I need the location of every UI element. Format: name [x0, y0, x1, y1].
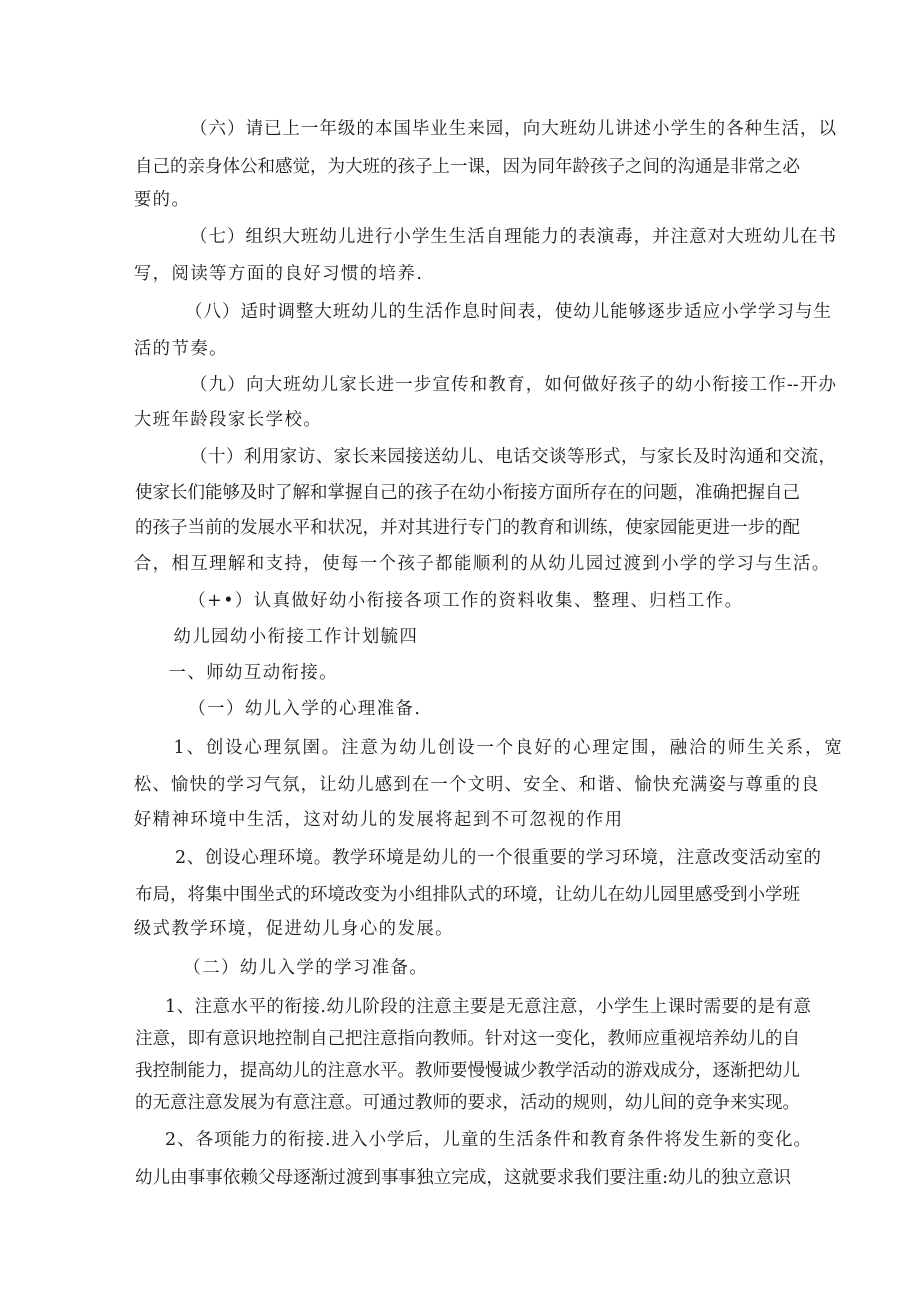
item-1-line-3: 好精神环境中生活，这对幼儿的发展将起到不可忽视的作用: [133, 810, 624, 830]
paragraph-10-line-4: 合，相互理解和支持，使每一个孩子都能顺利的从幼儿园过渡到小学的学习与生活。: [133, 554, 831, 574]
subsection-heading-1: （一）幼儿入学的心理准备.: [188, 699, 422, 719]
section-title: 幼儿园幼小衔接工作计划毓四: [173, 627, 419, 647]
paragraph-10-line-3: 的孩子当前的发展水平和状况，并对其进行专门的教育和训练，使家园能更进一步的配: [135, 518, 800, 538]
item-2-line-1: 2、创设心理环境。教学环境是幼儿的一个很重要的学习环境，注意改变活动室的: [175, 848, 821, 868]
subsection-heading-2: （二）幼儿入学的学习准备。: [183, 958, 429, 978]
paragraph-6-line-1: （六）请已上一年级的本国毕业生来园，向大班幼儿讲述小学生的各种生活，以: [190, 119, 836, 139]
paragraph-10-line-1: （十）利用家访、家长来园接送幼儿、电话交谈等形式，与家长及时沟通和交流，: [190, 447, 836, 467]
paragraph-7-line-1: （七）组织大班幼儿进行小学生生活自理能力的表演毒，并注意对大班幼儿在书: [190, 227, 836, 247]
item-3-line-2: 注意，即有意识地控制自己把注意指向教师。针对这一变化，教师应重视培养幼儿的自: [135, 1029, 800, 1049]
section-heading-1: 一、师幼互动衔接。: [168, 663, 339, 683]
item-3-line-4: 的无意注意发展为有意注意。可通过教师的要求，活动的规则，幼儿间的竞争来实现。: [135, 1093, 800, 1113]
item-4-line-1: 2、各项能力的衔接.进入小学后，儿童的生活条件和教育条件将发生新的变化。: [165, 1130, 811, 1150]
item-1-line-1: 1、创设心理氛圉。注意为幼儿创设一个良好的心理定围，融洽的师生关系，宽: [173, 738, 844, 758]
paragraph-6-line-2: 自己的亲身体公和感觉，为大班的孩子上一课，因为同年龄孩子之间的沟通是非常之必: [135, 157, 800, 177]
item-1-line-2: 松、愉快的学习气氛，让幼儿感到在一个文明、安全、和谐、愉快充满姿与尊重的良: [133, 775, 820, 795]
paragraph-6-line-3: 要的。: [133, 190, 191, 210]
item-3-line-3: 我控制能力，提高幼儿的注意水平。教师要慢慢诚少教学活动的游戏成分，逐渐把幼儿: [135, 1061, 800, 1081]
paragraph-8-line-2: 活的节奏。: [133, 339, 228, 359]
paragraph-11: （+•）认真做好幼小衔接各项工作的资料收集、整理、归档工作。: [188, 591, 744, 611]
paragraph-10-line-2: 使家长们能够及时了解和掌握自己的孩子在幼小衔接方面所存在的问题，准确把握自己: [135, 483, 800, 503]
item-2-line-2: 布局，将集中围坐式的环境改变为小组排队式的环境，让幼儿在幼儿园里感受到小学班: [135, 885, 800, 905]
item-4-line-2: 幼儿由事事依赖父母逐渐过渡到事事独立完成，这就要求我们要注重:幼儿的独立意识: [135, 1168, 791, 1188]
paragraph-9-line-1: （九）向大班幼儿家长进一步宣传和教育，如何做好孩子的幼小衔接工作--开办: [190, 375, 836, 395]
paragraph-9-line-2: 大班年龄段家长学校。: [133, 410, 323, 430]
paragraph-8-line-1: （八）适时调整大班幼儿的生活作息时间表，使幼儿能够逐步适应小学学习与生: [185, 302, 831, 322]
item-3-line-1: 1、注意水平的衔接.幼儿阶段的注意主要是无意注意，小学生上课时需要的是有意: [165, 997, 811, 1017]
paragraph-7-line-2: 写，阅读等方面的良好习惯的培养.: [133, 264, 424, 284]
item-2-line-3: 级式教学环境，促进幼儿身心的发展。: [133, 919, 455, 939]
